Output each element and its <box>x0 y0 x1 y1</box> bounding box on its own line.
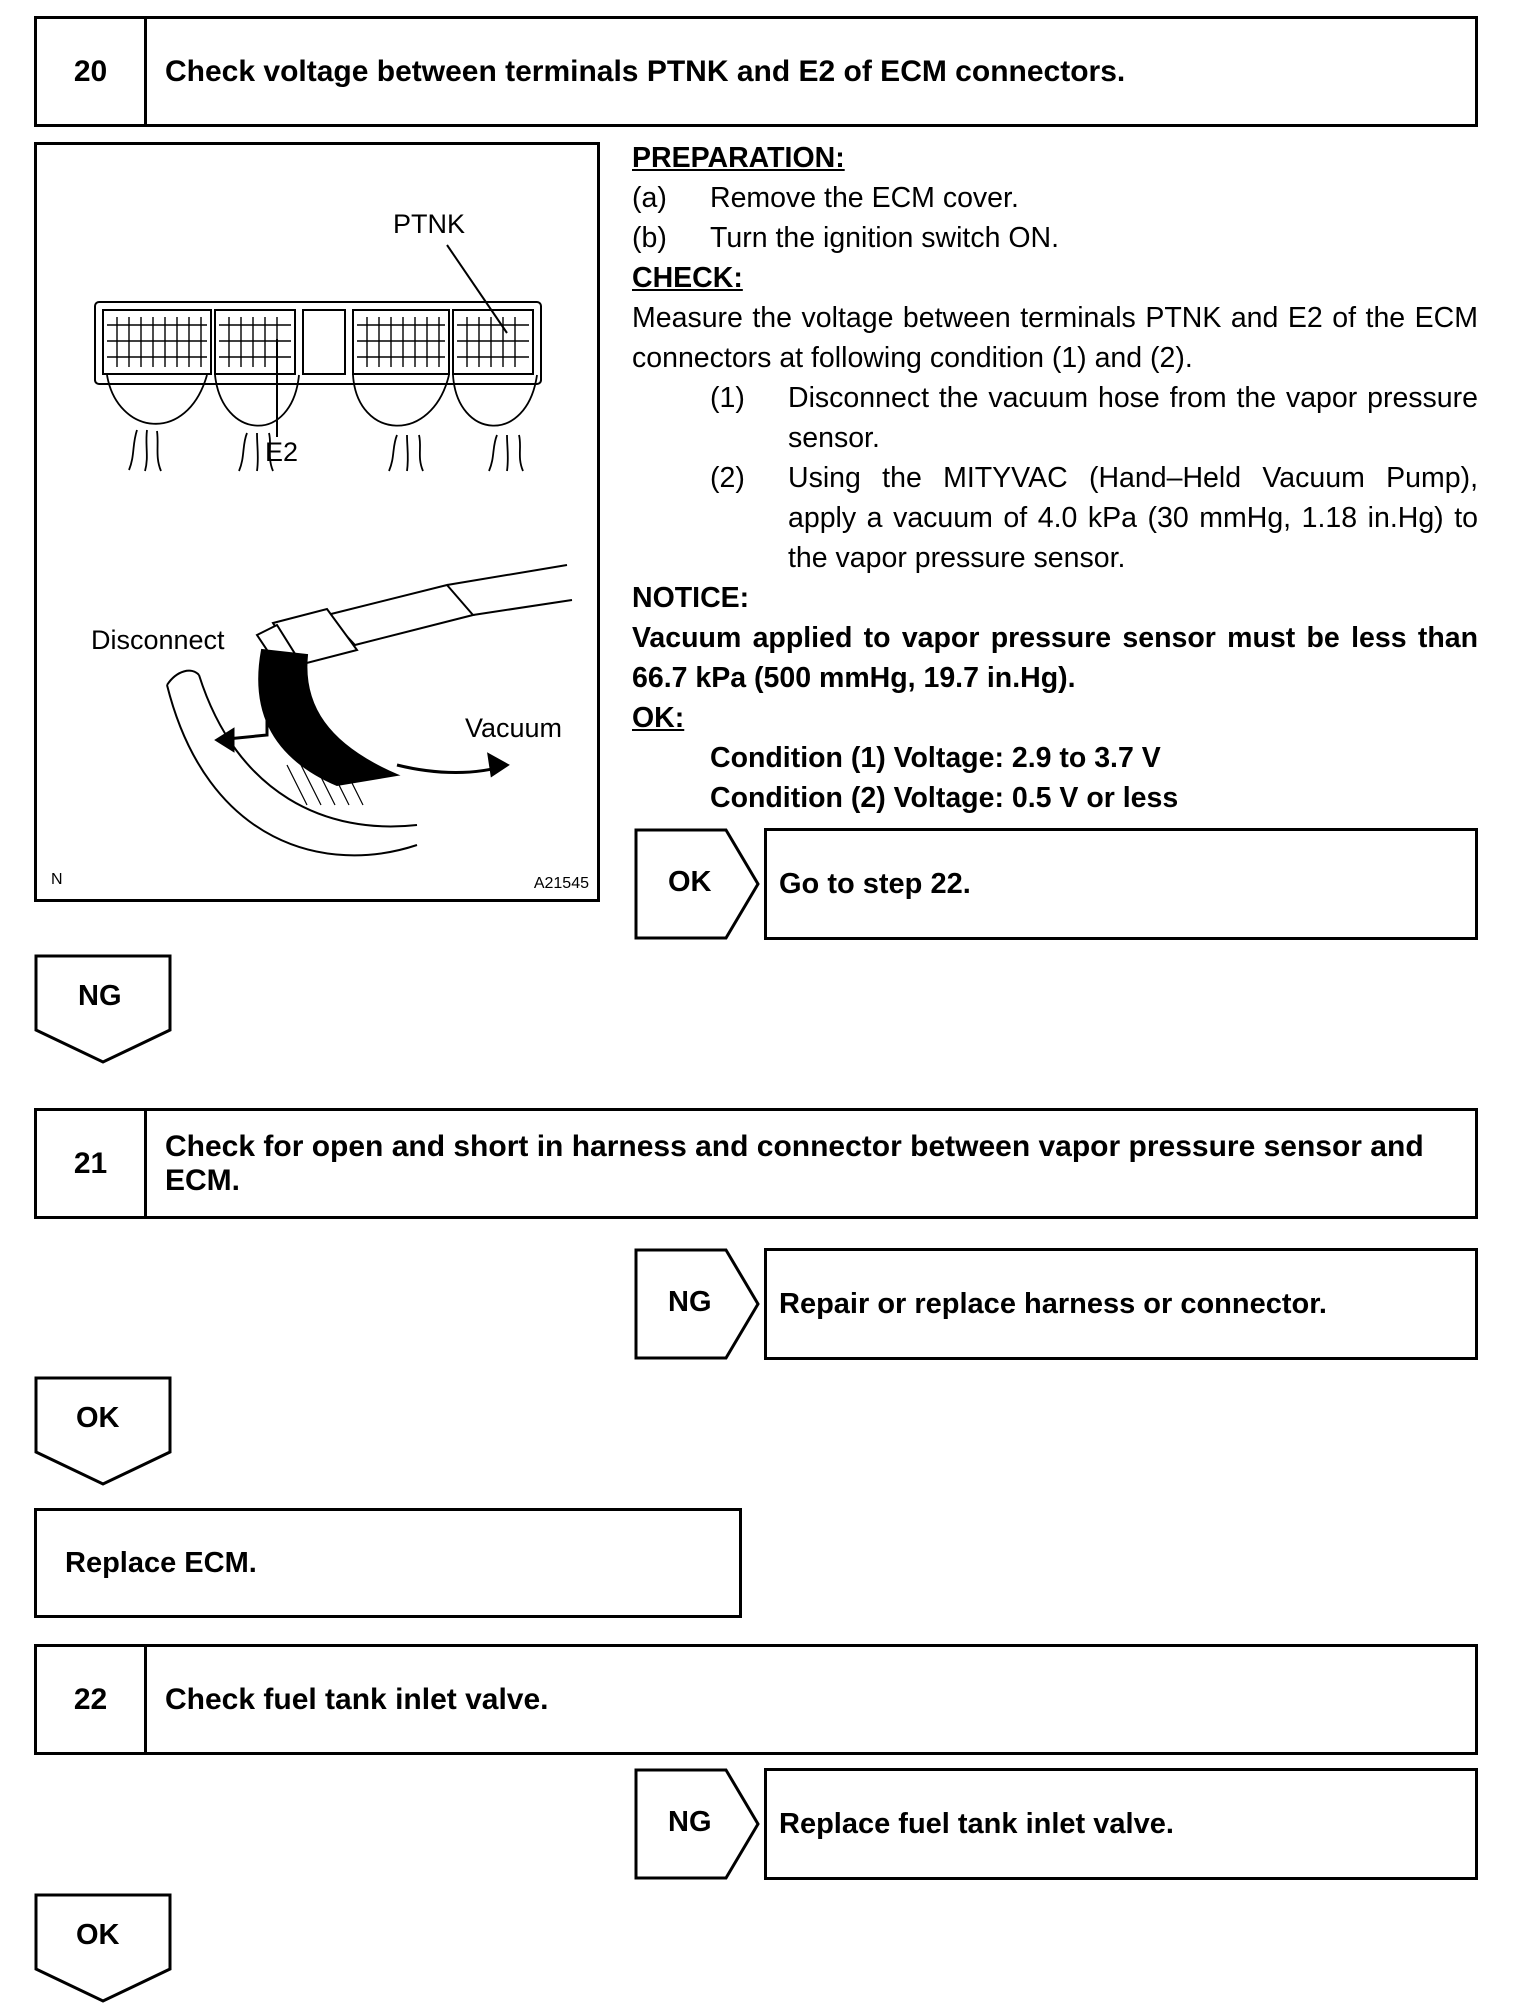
cond1-mark: (1) <box>710 382 745 414</box>
ok-label: OK <box>668 866 712 898</box>
result-text: Replace ECM. <box>65 1546 257 1579</box>
replace-ecm-box <box>34 1508 742 1618</box>
check-text: Measure the voltage between terminals PTNK and E2 of the ECM connectors at following condition (1) and (2). <box>632 302 1478 374</box>
ecm-connector-block <box>95 302 541 384</box>
preparation-heading: PREPARATION: <box>632 142 845 174</box>
ok-condition-2: Condition (2) Voltage: 0.5 V or less <box>710 782 1179 814</box>
step-title: Check for open and short in harness and connector between vapor pressure sensor and ECM. <box>165 1129 1424 1197</box>
prep-a-text: Remove the ECM cover. <box>710 182 1019 214</box>
result-text: Go to step 22. <box>779 867 971 900</box>
cond2-text: Using the MITYVAC (Hand–Held Vacuum Pump), apply a vacuum of 4.0 kPa (30 mmHg, 1.18 in.Hg) to the vapor pressure sensor. <box>788 462 1478 574</box>
step-title: Check voltage between terminals PTNK and E2 of ECM connectors. <box>165 54 1126 88</box>
prep-a-mark: (a) <box>632 182 667 214</box>
prep-b-mark: (b) <box>632 222 667 254</box>
result-text: Repair or replace harness or connector. <box>779 1287 1327 1320</box>
figure-id: A21545 <box>533 875 589 892</box>
ok-condition-1: Condition (1) Voltage: 2.9 to 3.7 V <box>710 742 1161 774</box>
label-vacuum: Vacuum <box>465 713 563 743</box>
ok-heading: OK: <box>632 702 685 734</box>
step-21-header <box>34 1108 1478 1219</box>
step-title: Check fuel tank inlet valve. <box>165 1682 549 1716</box>
step-number: 22 <box>37 1647 147 1752</box>
label-ptnk: PTNK <box>393 209 466 239</box>
notice-heading: NOTICE: <box>632 582 750 614</box>
ng-label: NG <box>78 980 122 1012</box>
step-number: 20 <box>37 19 147 124</box>
label-e2: E2 <box>265 437 299 467</box>
replace-inlet-valve-box <box>764 1768 1478 1880</box>
harness-wires <box>107 375 537 471</box>
cond1-text: Disconnect the vacuum hose from the vapor pressure sensor. <box>788 382 1478 454</box>
illustration-figure <box>34 142 600 902</box>
ecm-connector-illustration <box>37 145 597 899</box>
step-20-header <box>34 16 1478 127</box>
prep-b-text: Turn the ignition switch ON. <box>710 222 1059 254</box>
ng-label: NG <box>668 1286 712 1318</box>
step-number: 21 <box>37 1111 147 1216</box>
go-to-step-22-box <box>764 828 1478 940</box>
vacuum-hose <box>259 650 397 785</box>
cond2-mark: (2) <box>710 462 745 494</box>
repair-harness-box <box>764 1248 1478 1360</box>
figure-corner-mark: N <box>51 871 63 888</box>
notice-text: Vacuum applied to vapor pressure sensor must be less than 66.7 kPa (500 mmHg, 19.7 in.Hg). <box>632 622 1478 694</box>
ok-label: OK <box>76 1402 120 1434</box>
step-22-header <box>34 1644 1478 1755</box>
check-heading: CHECK: <box>632 262 743 294</box>
label-disconnect: Disconnect <box>91 625 225 655</box>
ok-label: OK <box>76 1919 120 1951</box>
result-text: Replace fuel tank inlet valve. <box>779 1807 1174 1840</box>
instructions-text <box>632 138 1478 818</box>
ng-label: NG <box>668 1806 712 1838</box>
